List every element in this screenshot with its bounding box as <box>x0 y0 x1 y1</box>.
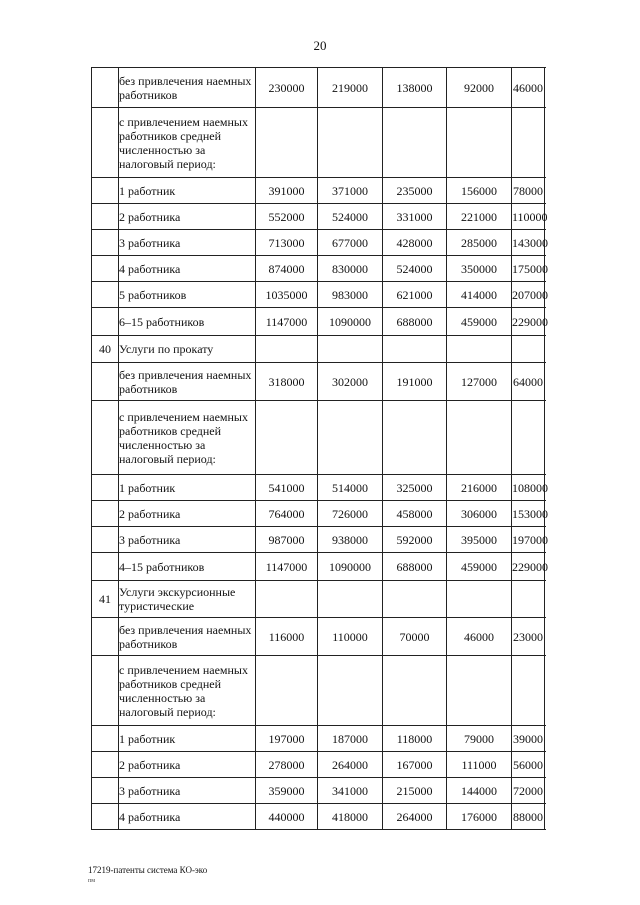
value-cell: 987000 <box>256 527 318 553</box>
value-cell: 216000 <box>447 475 512 501</box>
value-cell: 64000 <box>512 363 545 401</box>
value-cell: 167000 <box>383 752 447 778</box>
footer <box>88 865 207 887</box>
row-number <box>92 527 119 553</box>
value-cell: 541000 <box>256 475 318 501</box>
value-cell <box>256 581 318 618</box>
value-cell: 264000 <box>383 804 447 830</box>
value-cell: 418000 <box>318 804 383 830</box>
row-description: без привлечения наемных работников <box>119 363 256 401</box>
footer-text: 17219-патенты система КО-эко <box>88 865 208 875</box>
value-cell: 458000 <box>383 501 447 527</box>
value-cell: 524000 <box>318 204 383 230</box>
value-cell: 116000 <box>256 618 318 656</box>
value-cell <box>447 108 512 178</box>
value-cell <box>318 336 383 363</box>
value-cell: 175000 <box>512 256 545 282</box>
value-cell: 229000 <box>512 553 545 581</box>
value-cell: 79000 <box>447 726 512 752</box>
value-cell: 144000 <box>447 778 512 804</box>
row-number <box>92 618 119 656</box>
value-cell: 592000 <box>383 527 447 553</box>
table-row <box>92 282 545 308</box>
value-cell: 371000 <box>318 178 383 204</box>
value-cell: 350000 <box>447 256 512 282</box>
value-cell: 391000 <box>256 178 318 204</box>
value-cell: 197000 <box>512 527 545 553</box>
value-cell: 713000 <box>256 230 318 256</box>
value-cell: 278000 <box>256 752 318 778</box>
row-description: 2 работника <box>119 204 256 230</box>
row-number <box>92 726 119 752</box>
row-number <box>92 501 119 527</box>
row-description: 3 работника <box>119 778 256 804</box>
value-cell <box>383 656 447 726</box>
value-cell: 118000 <box>383 726 447 752</box>
value-cell: 552000 <box>256 204 318 230</box>
row-description: с привлечением наемных работников средней численностью за налоговый период: <box>119 656 256 726</box>
table-row <box>92 804 545 830</box>
row-number <box>92 656 119 726</box>
table-row <box>92 501 545 527</box>
value-cell <box>512 581 545 618</box>
value-cell: 138000 <box>383 68 447 108</box>
footer-subtext: пм <box>88 878 96 884</box>
value-cell: 39000 <box>512 726 545 752</box>
table-row <box>92 68 545 108</box>
value-cell: 219000 <box>318 68 383 108</box>
value-cell <box>256 108 318 178</box>
row-description: 2 работника <box>119 752 256 778</box>
table-row <box>92 726 545 752</box>
value-cell: 56000 <box>512 752 545 778</box>
value-cell: 302000 <box>318 363 383 401</box>
value-cell: 1147000 <box>256 308 318 336</box>
row-description: 4–15 работников <box>119 553 256 581</box>
row-number <box>92 308 119 336</box>
row-description: с привлечением наемных работников средней численностью за налоговый период: <box>119 108 256 178</box>
row-number <box>92 108 119 178</box>
row-number <box>92 282 119 308</box>
row-number: 40 <box>92 336 119 363</box>
row-description: 1 работник <box>119 726 256 752</box>
row-description: с привлечением наемных работников средней численностью за налоговый период: <box>119 401 256 475</box>
value-cell: 983000 <box>318 282 383 308</box>
value-cell: 621000 <box>383 282 447 308</box>
row-number <box>92 401 119 475</box>
value-cell: 197000 <box>256 726 318 752</box>
value-cell: 938000 <box>318 527 383 553</box>
value-cell: 72000 <box>512 778 545 804</box>
value-cell <box>447 581 512 618</box>
value-cell: 264000 <box>318 752 383 778</box>
value-cell: 111000 <box>447 752 512 778</box>
row-number <box>92 752 119 778</box>
value-cell: 688000 <box>383 553 447 581</box>
value-cell: 359000 <box>256 778 318 804</box>
value-cell: 440000 <box>256 804 318 830</box>
value-cell: 764000 <box>256 501 318 527</box>
value-cell: 46000 <box>447 618 512 656</box>
value-cell: 874000 <box>256 256 318 282</box>
table-row <box>92 401 545 475</box>
value-cell: 78000 <box>512 178 545 204</box>
row-number <box>92 178 119 204</box>
value-cell <box>447 656 512 726</box>
value-cell: 108000 <box>512 475 545 501</box>
tariff-table <box>91 67 548 830</box>
value-cell: 524000 <box>383 256 447 282</box>
row-description: 4 работника <box>119 256 256 282</box>
value-cell <box>383 581 447 618</box>
row-description: без привлечения наемных работников <box>119 618 256 656</box>
row-number <box>92 553 119 581</box>
table-row <box>92 527 545 553</box>
value-cell: 830000 <box>318 256 383 282</box>
value-cell: 726000 <box>318 501 383 527</box>
table-row <box>92 475 545 501</box>
value-cell: 331000 <box>383 204 447 230</box>
value-cell <box>512 336 545 363</box>
value-cell <box>447 401 512 475</box>
row-description: Услуги по прокату <box>119 336 256 363</box>
table-body <box>92 68 548 830</box>
value-cell: 1090000 <box>318 553 383 581</box>
value-cell: 153000 <box>512 501 545 527</box>
value-cell <box>512 401 545 475</box>
value-cell: 677000 <box>318 230 383 256</box>
value-cell: 414000 <box>447 282 512 308</box>
table-row <box>92 778 545 804</box>
row-number <box>92 363 119 401</box>
row-description: 6–15 работников <box>119 308 256 336</box>
value-cell: 341000 <box>318 778 383 804</box>
value-cell: 1090000 <box>318 308 383 336</box>
value-cell: 70000 <box>383 618 447 656</box>
value-cell <box>512 656 545 726</box>
row-number <box>92 804 119 830</box>
table-row <box>92 256 545 282</box>
value-cell: 207000 <box>512 282 545 308</box>
value-cell <box>318 401 383 475</box>
row-number <box>92 230 119 256</box>
value-cell <box>318 656 383 726</box>
table-row <box>92 752 545 778</box>
row-description: 5 работников <box>119 282 256 308</box>
value-cell <box>512 108 545 178</box>
value-cell: 88000 <box>512 804 545 830</box>
row-description: 4 работника <box>119 804 256 830</box>
row-number <box>92 204 119 230</box>
value-cell <box>383 336 447 363</box>
value-cell: 514000 <box>318 475 383 501</box>
value-cell: 285000 <box>447 230 512 256</box>
value-cell: 325000 <box>383 475 447 501</box>
value-cell <box>318 581 383 618</box>
value-cell: 46000 <box>512 68 545 108</box>
value-cell: 110000 <box>512 204 545 230</box>
value-cell: 306000 <box>447 501 512 527</box>
row-description: 3 работника <box>119 527 256 553</box>
value-cell: 110000 <box>318 618 383 656</box>
value-cell: 459000 <box>447 308 512 336</box>
table-row <box>92 230 545 256</box>
value-cell <box>256 336 318 363</box>
row-description: Услуги экскурсионные туристические <box>119 581 256 618</box>
table-row <box>92 204 545 230</box>
value-cell: 230000 <box>256 68 318 108</box>
value-cell: 229000 <box>512 308 545 336</box>
row-number <box>92 778 119 804</box>
value-cell: 459000 <box>447 553 512 581</box>
value-cell: 688000 <box>383 308 447 336</box>
value-cell: 1035000 <box>256 282 318 308</box>
value-cell: 23000 <box>512 618 545 656</box>
value-cell: 1147000 <box>256 553 318 581</box>
value-cell: 221000 <box>447 204 512 230</box>
row-number <box>92 256 119 282</box>
value-cell <box>383 108 447 178</box>
row-description: 1 работник <box>119 475 256 501</box>
row-description: без привлечения наемных работников <box>119 68 256 108</box>
value-cell: 215000 <box>383 778 447 804</box>
table-row <box>92 178 545 204</box>
table-row <box>92 581 545 618</box>
row-description: 3 работника <box>119 230 256 256</box>
table-row <box>92 553 545 581</box>
value-cell <box>383 401 447 475</box>
value-cell <box>318 108 383 178</box>
value-cell: 187000 <box>318 726 383 752</box>
value-cell: 428000 <box>383 230 447 256</box>
value-cell: 191000 <box>383 363 447 401</box>
value-cell <box>256 401 318 475</box>
value-cell: 143000 <box>512 230 545 256</box>
row-description: 2 работника <box>119 501 256 527</box>
value-cell: 92000 <box>447 68 512 108</box>
table-row <box>92 108 545 178</box>
value-cell: 318000 <box>256 363 318 401</box>
table-row <box>92 656 545 726</box>
row-number <box>92 475 119 501</box>
row-description: 1 работник <box>119 178 256 204</box>
row-number: 41 <box>92 581 119 618</box>
value-cell: 395000 <box>447 527 512 553</box>
value-cell <box>256 656 318 726</box>
value-cell: 235000 <box>383 178 447 204</box>
value-cell: 127000 <box>447 363 512 401</box>
table-row <box>92 363 545 401</box>
table-row <box>92 618 545 656</box>
value-cell: 176000 <box>447 804 512 830</box>
table-row <box>92 336 545 363</box>
value-cell: 156000 <box>447 178 512 204</box>
table-row <box>92 308 545 336</box>
value-cell <box>447 336 512 363</box>
row-number <box>92 68 119 108</box>
page-number: 20 <box>313 38 327 53</box>
